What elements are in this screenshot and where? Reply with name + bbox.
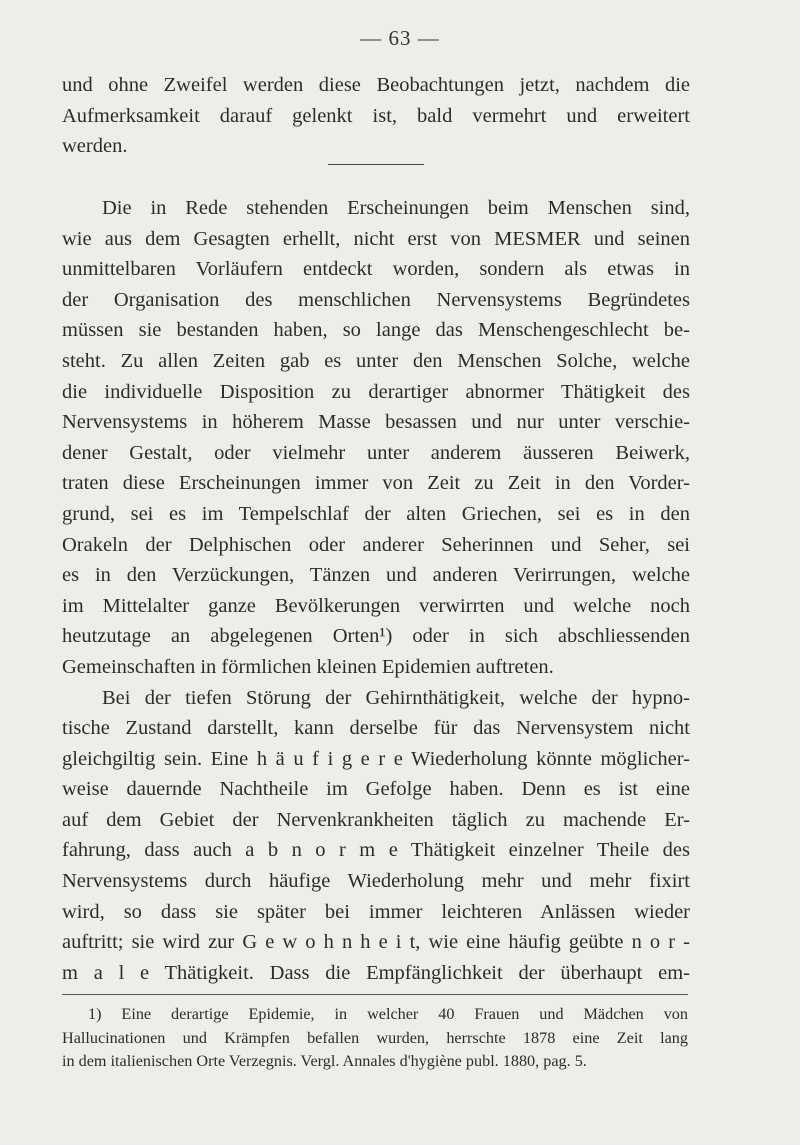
text-line: und ohne Zweifel werden diese Beobachtungen jetzt, nachdem die bbox=[62, 74, 690, 96]
text-line: wie aus dem Gesagten erhellt, nicht erst von MESMER und seinen bbox=[62, 227, 690, 250]
text-line: wird, so dass sie später bei immer leichteren Anlässen wieder bbox=[62, 900, 690, 923]
paragraph-1 bbox=[62, 193, 690, 683]
text-line: der Organisation des menschlichen Nervensystems Begründetes bbox=[62, 288, 690, 311]
top-paragraph bbox=[62, 70, 690, 162]
text-line: traten diese Erscheinungen immer von Zeit zu Zeit in den Vorder- bbox=[62, 472, 690, 495]
text-line: fahrung, dass auch a b n o r m e Thätigkeit einzelner Theile des bbox=[62, 839, 690, 862]
footnote-line: in dem italienischen Orte Verzegnis. Vergl. Annales d'hygiène publ. 1880, pag. 5. bbox=[62, 1052, 587, 1070]
text-line: grund, sei es im Tempelschlaf der alten Griechen, sei es in den bbox=[62, 502, 690, 525]
footnote-line: Hallucinationen und Krämpfen befallen wurden, herrschte 1878 eine Zeit lang bbox=[62, 1028, 688, 1047]
paragraph-2 bbox=[62, 683, 690, 989]
text-line: werden. bbox=[62, 135, 128, 158]
text-line: im Mittelalter ganze Bevölkerungen verwirrten und welche noch bbox=[62, 594, 690, 617]
text-line: heutzutage an abgelegenen Orten¹) oder in sich abschliessenden bbox=[62, 625, 690, 648]
text-line: Bei der tiefen Störung der Gehirnthätigkeit, welche der hypno- bbox=[102, 686, 690, 709]
text-line: Nervensystems durch häufige Wiederholung mehr und mehr fixirt bbox=[62, 870, 690, 893]
text-line: gleichgiltig sein. Eine h ä u f i g e r e Wiederholung könnte möglicher- bbox=[62, 747, 690, 770]
text-line: es in den Verzückungen, Tänzen und anderen Verirrungen, welche bbox=[62, 564, 690, 587]
text-line: m a l e Thätigkeit. Dass die Empfänglichkeit der überhaupt em- bbox=[62, 961, 690, 984]
text-line: die individuelle Disposition zu derartiger abnormer Thätigkeit des bbox=[62, 380, 690, 403]
text-line: Orakeln der Delphischen oder anderer Seherinnen und Seher, sei bbox=[62, 533, 690, 556]
text-line: unmittelbaren Vorläufern entdeckt worden, sondern als etwas in bbox=[62, 258, 690, 281]
text-line: auftritt; sie wird zur G e w o h n h e i t, wie eine häufig geübte n o r - bbox=[62, 931, 690, 954]
text-line: auf dem Gebiet der Nervenkrankheiten täglich zu machende Er- bbox=[62, 808, 690, 831]
text-line: Gemeinschaften in förmlichen kleinen Epidemien auftreten. bbox=[62, 655, 554, 678]
text-line: Aufmerksamkeit darauf gelenkt ist, bald vermehrt und erweitert bbox=[62, 104, 690, 127]
text-line: dener Gestalt, oder vielmehr unter anderem äusseren Beiwerk, bbox=[62, 441, 690, 464]
text-line: Nervensystems in höherem Masse besassen und nur unter verschie- bbox=[62, 411, 690, 434]
footnote bbox=[62, 1003, 688, 1074]
footnote-divider bbox=[62, 994, 688, 995]
text-line: steht. Zu allen Zeiten gab es unter den Menschen Solche, welche bbox=[62, 349, 690, 372]
text-line: Die in Rede stehenden Erscheinungen beim Menschen sind, bbox=[102, 197, 690, 219]
section-divider bbox=[328, 164, 424, 165]
text-line: tische Zustand darstellt, kann derselbe für das Nervensystem nicht bbox=[62, 717, 690, 740]
text-line: müssen sie bestanden haben, so lange das Menschengeschlecht be- bbox=[62, 319, 690, 342]
main-text bbox=[62, 193, 690, 988]
page-number: — 63 — bbox=[360, 26, 440, 50]
footnote-line: 1) Eine derartige Epidemie, in welcher 40 Frauen und Mädchen von bbox=[88, 1005, 688, 1023]
text-line: weise dauernde Nachtheile im Gefolge haben. Denn es ist eine bbox=[62, 778, 690, 801]
